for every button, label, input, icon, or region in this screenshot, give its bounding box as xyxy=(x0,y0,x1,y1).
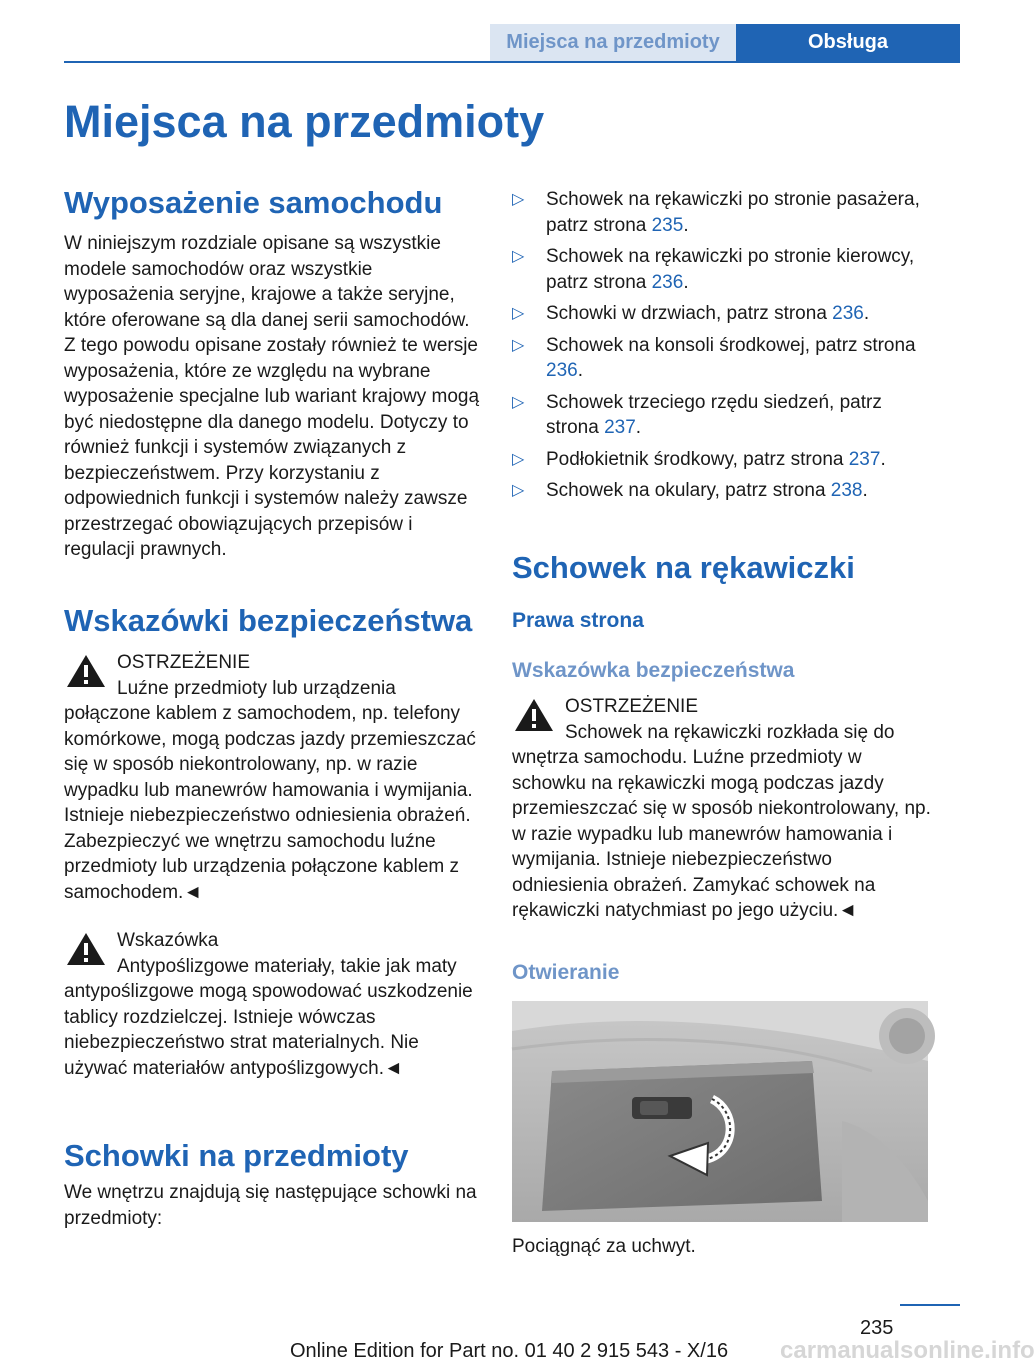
page-title: Miejsca na przedmioty xyxy=(64,96,545,147)
glovebox-warning-box xyxy=(512,694,932,924)
glovebox-safety-heading: Wskazówka bezpieczeństwa xyxy=(512,659,795,682)
triangle-bullet-icon: ▷ xyxy=(512,336,525,354)
storage-heading: Schowki na przedmioty xyxy=(64,1138,409,1173)
footer-rule xyxy=(900,1304,960,1306)
glovebox-warning-title: OSTRZEŻENIE xyxy=(565,696,699,717)
header-chapter-tab: Obsługa xyxy=(736,24,960,63)
glovebox-section xyxy=(512,548,932,588)
warning-box xyxy=(64,650,484,905)
safety-heading: Wskazówki bezpieczeństwa xyxy=(64,603,473,638)
glovebox-photo xyxy=(512,1001,928,1222)
triangle-bullet-icon: ▷ xyxy=(512,450,525,468)
list-item: ▷ Schowek na okulary, patrz strona 238. xyxy=(512,478,932,504)
right-side-subsection xyxy=(512,607,932,635)
equipment-body: W niniejszym rozdziale opisane są wszystkie modele samochodów oraz wszystkie wyposażenia seryjne, krajowe a także seryjne, które oferowane są dla danej serii samochodów. Z tego powodu opisane zostały również te wersje wyposażenia, które ze względu na wybrane wyposażenie specjalne lub wariant krajowy mogą być niedostępne dla danego modelu. Dotyczy to również funkcji i systemów związanych z bezpieczeństwem. Przy korzystaniu z odpowiednich funkcji i systemów należy zawsze przestrzegać obowiązujących przepisów i regulacji prawnych. xyxy=(64,233,480,560)
list-item: ▷ Podłokietnik środkowy, patrz strona 237. xyxy=(512,447,932,473)
list-item: ▷ Schowek na rękawiczki po stronie pasażera, patrz strona 235. xyxy=(512,189,920,236)
page-link[interactable]: 237 xyxy=(848,448,881,470)
glovebox-heading: Schowek na rękawiczki xyxy=(512,550,855,585)
page-link[interactable]: 237 xyxy=(604,417,636,438)
page-link[interactable]: 236 xyxy=(546,360,578,381)
warning-triangle-icon xyxy=(64,652,108,690)
glovebox-illustration xyxy=(512,1001,928,1222)
storage-list xyxy=(512,187,932,510)
warning-title: OSTRZEŻENIE xyxy=(117,652,251,673)
note-box xyxy=(64,928,484,1081)
warning-text: Luźne przedmioty lub urządzenia połączone kablem z samochodem, np. telefony komórkowe, mogą podczas jazdy przemieszczać się w sposób niekontrolowany, np. w razie wypadku lub manewrów hamowania i wymijania. Istnieje niebezpieczeństwo odniesienia obrażeń. Zabezpieczyć we wnętrzu samochodu luźne przedmioty lub urządzenia połączone kablem z samochodem.◄ xyxy=(64,677,476,903)
equipment-section xyxy=(64,183,484,563)
list-item: ▷ Schowek na konsoli środkowej, patrz strona 236. xyxy=(512,334,916,381)
list-item: ▷ Schowek na rękawiczki po stronie kierowcy, patrz strona 236. xyxy=(512,246,915,293)
page-link[interactable]: 236 xyxy=(651,271,684,293)
page-number: 235 xyxy=(860,1317,894,1339)
glovebox-safety-subsection xyxy=(512,657,932,685)
edition-text: Online Edition for Part no. 01 40 2 915 543 - X/16 xyxy=(290,1340,729,1362)
note-triangle-icon xyxy=(64,930,108,968)
storage-body: We wnętrzu znajdują się następujące schowki na przedmioty: xyxy=(64,1182,477,1229)
triangle-bullet-icon: ▷ xyxy=(512,305,525,322)
note-title: Wskazówka xyxy=(117,930,219,951)
storage-section xyxy=(64,1136,484,1231)
photo-caption: Pociągnąć za uchwyt. xyxy=(512,1236,696,1257)
safety-section xyxy=(64,601,484,641)
note-text: Antypoślizgowe materiały, takie jak maty antypoślizgowe mogą spowodować uszkodzenie tablicy rozdzielczej. Istnieje wówczas niebezpieczeństwo strat materialnych. Nie używać materiałów antypoślizgowych.◄ xyxy=(64,955,473,1079)
triangle-bullet-icon: ▷ xyxy=(512,482,525,499)
opening-heading: Otwieranie xyxy=(512,961,620,984)
triangle-bullet-icon: ▷ xyxy=(512,248,525,265)
glovebox-warning-text: Schowek na rękawiczki rozkłada się do wnętrza samochodu. Luźne przedmioty w schowku na rękawiczki mogą podczas jazdy przemieszczać się w sposób niekontrolowany, np. w razie wypadku lub manewrów hamowania i wymijania. Istnieje niebezpieczeństwo odniesienia obrażeń. Zamykać schowek na rękawiczki natychmiast po jego użyciu.◄ xyxy=(512,721,931,921)
header-section-tab: Miejsca na przedmioty xyxy=(490,24,736,61)
list-item: ▷ Schowek trzeciego rzędu siedzeń, patrz strona 237. xyxy=(512,391,882,438)
warning-triangle-icon xyxy=(512,696,556,734)
list-item: ▷ Schowki w drzwiach, patrz strona 236. xyxy=(512,301,932,327)
right-side-heading: Prawa strona xyxy=(512,609,644,632)
triangle-bullet-icon: ▷ xyxy=(512,191,525,208)
page-link[interactable]: 236 xyxy=(832,303,864,324)
equipment-heading: Wyposażenie samochodu xyxy=(64,185,443,220)
header-rule xyxy=(64,61,960,63)
opening-subsection xyxy=(512,959,932,987)
page-link[interactable]: 238 xyxy=(830,480,863,501)
watermark: carmanualsonline.info xyxy=(780,1337,1035,1364)
triangle-bullet-icon: ▷ xyxy=(512,393,525,411)
page-link[interactable]: 235 xyxy=(651,214,684,236)
